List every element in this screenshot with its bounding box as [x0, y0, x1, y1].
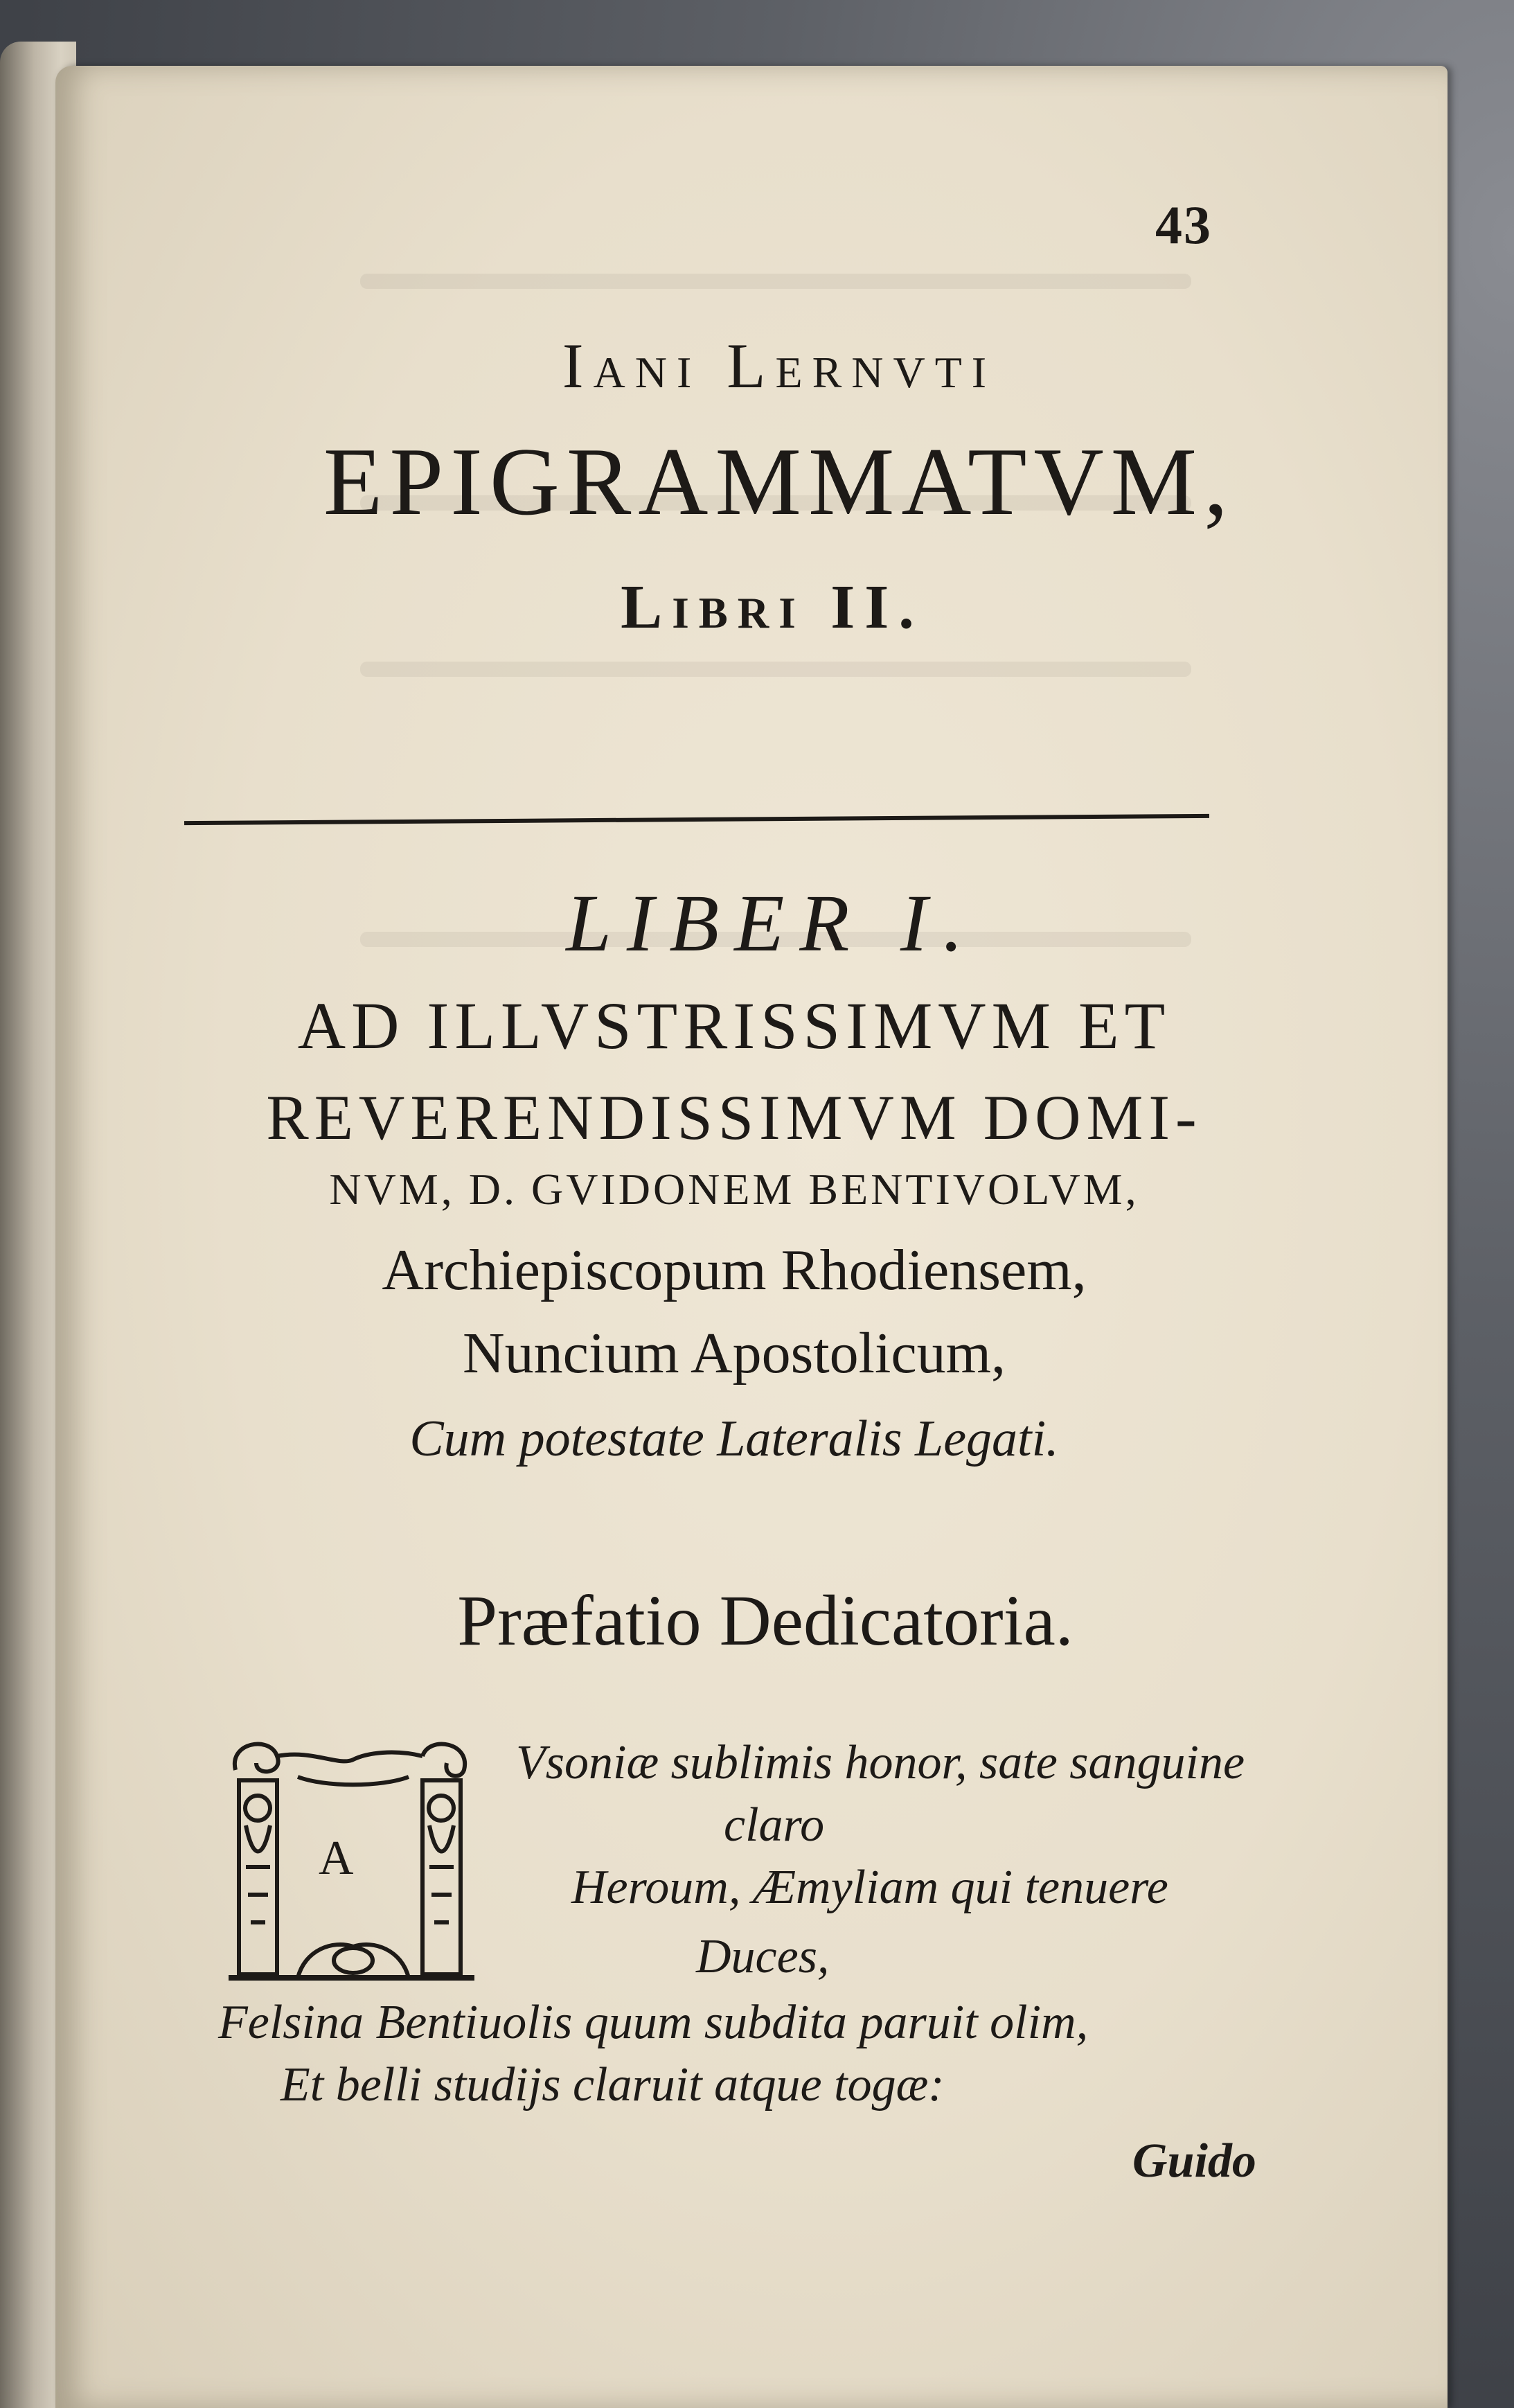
dedication-line-1: AD ILLVSTRISSIMVM ET: [297, 989, 1171, 1063]
dedication-line-2: REVERENDISSIMVM DOMI-: [266, 1082, 1202, 1153]
dedication-line-5: Nuncium Apostolicum,: [463, 1321, 1006, 1386]
preface-title: Præfatio Dedicatoria.: [457, 1581, 1074, 1661]
dedication-line-4: Archiepiscopum Rhodiensem,: [382, 1238, 1087, 1302]
catchword: Guido: [1132, 2134, 1256, 2188]
verse-line-6: Et belli studijs claruit atque togæ:: [280, 2058, 945, 2112]
book-heading: LIBER I.: [566, 878, 979, 968]
decorated-initial: [215, 1728, 488, 1999]
bleed-through-line: [360, 662, 1191, 677]
ornamental-frame-icon: [215, 1728, 488, 1999]
books-count-line: Libri II.: [621, 573, 924, 641]
horizontal-rule: [184, 814, 1209, 825]
verse-line-2: claro: [724, 1798, 825, 1852]
work-title: EPIGRAMMATVM,: [323, 428, 1236, 535]
dedication-line-6: Cum potestate Lateralis Legati.: [409, 1410, 1059, 1467]
bleed-through-line: [360, 274, 1191, 289]
initial-letter: A: [319, 1832, 354, 1885]
verse-line-5: Felsina Bentiuolis quum subdita paruit olim,: [218, 1996, 1089, 2049]
verse-line-1: Vsoniæ sublimis honor, sate sanguine: [516, 1736, 1245, 1789]
author-line: Iani Lernvti: [562, 330, 997, 401]
dedication-line-3: NVM, D. GVIDONEM BENTIVOLVM,: [329, 1165, 1139, 1214]
verse-line-4: Duces,: [696, 1930, 830, 1983]
book-page: [55, 66, 1448, 2408]
page-number: 43: [1155, 195, 1212, 255]
verse-line-3: Heroum, Æmyliam qui tenuere: [571, 1861, 1168, 1914]
